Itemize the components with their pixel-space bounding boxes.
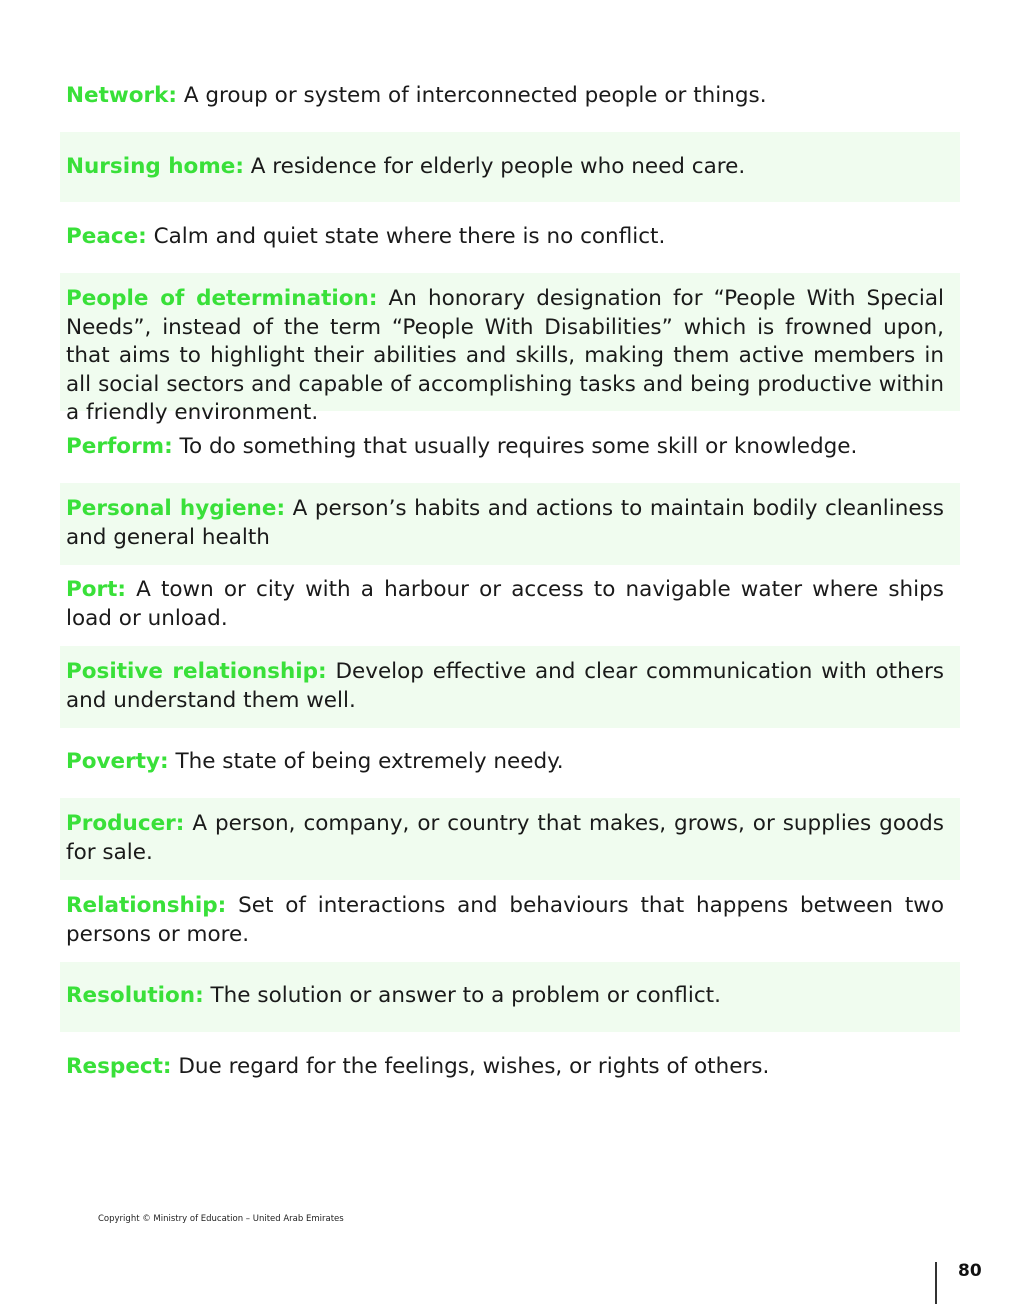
glossary-definition: A town or city with a harbour or access to navigable water where ships load or unload.	[66, 577, 944, 631]
glossary-entry-positive-relationship	[60, 646, 960, 728]
glossary-term: Relationship:	[66, 893, 227, 918]
glossary-entry-network	[60, 82, 960, 111]
glossary-term: Personal hygiene:	[66, 496, 286, 521]
glossary-term: Resolution:	[66, 983, 204, 1008]
glossary-term: Port:	[66, 577, 127, 602]
glossary-term: Poverty:	[66, 749, 169, 774]
page-number: 80	[958, 1261, 982, 1281]
glossary-entry-producer	[60, 798, 960, 880]
glossary-definition: The state of being extremely needy.	[175, 749, 564, 774]
glossary-entry-poverty	[60, 748, 960, 777]
glossary-definition: A residence for elderly people who need care.	[250, 154, 746, 179]
glossary-entry-respect	[60, 1053, 960, 1082]
glossary-definition: Calm and quiet state where there is no conflict.	[153, 224, 666, 249]
glossary-entry-peace	[60, 223, 960, 252]
glossary-entry-port	[60, 576, 960, 633]
glossary-definition: The solution or answer to a problem or conflict.	[210, 983, 721, 1008]
glossary-entry-resolution	[60, 962, 960, 1032]
glossary-entry-people-of-determination	[60, 273, 960, 425]
glossary-entry-relationship	[60, 892, 960, 949]
glossary-term: Respect:	[66, 1054, 172, 1079]
glossary-entry-perform	[60, 433, 960, 462]
glossary-definition: An honorary designation for “People With Special Needs”, instead of the term “People With Disabilities” which is frowned upon, that aims to highlight their abilities and skills, making them active members in all social sectors and capable of accomplishing tasks and being productive within a friendly environment.	[66, 286, 945, 425]
glossary-term: Peace:	[66, 224, 147, 249]
glossary-term: People of determination:	[66, 286, 378, 311]
glossary-term: Network:	[66, 83, 177, 108]
glossary-definition: A group or system of interconnected people or things.	[183, 83, 767, 108]
glossary-definition: A person’s habits and actions to maintain bodily cleanliness and general health	[66, 496, 944, 550]
glossary-entry-personal-hygiene	[60, 483, 960, 565]
glossary-term: Perform:	[66, 434, 173, 459]
glossary-entry-nursing-home	[60, 132, 960, 202]
glossary-definition: Due regard for the feelings, wishes, or rights of others.	[178, 1054, 770, 1079]
page-number-divider	[935, 1262, 937, 1304]
glossary-definition: Develop effective and clear communication with others and understand them well.	[66, 659, 944, 713]
glossary-definition: A person, company, or country that makes, grows, or supplies goods for sale.	[66, 811, 944, 865]
glossary-definition: Set of interactions and behaviours that happens between two persons or more.	[66, 893, 944, 947]
glossary-term: Positive relationship:	[66, 659, 327, 684]
footer-copyright: Copyright © Ministry of Education – United Arab Emirates	[98, 1214, 344, 1224]
glossary-definition: To do something that usually requires some skill or knowledge.	[179, 434, 858, 459]
glossary-term: Nursing home:	[66, 154, 244, 179]
glossary-term: Producer:	[66, 811, 185, 836]
